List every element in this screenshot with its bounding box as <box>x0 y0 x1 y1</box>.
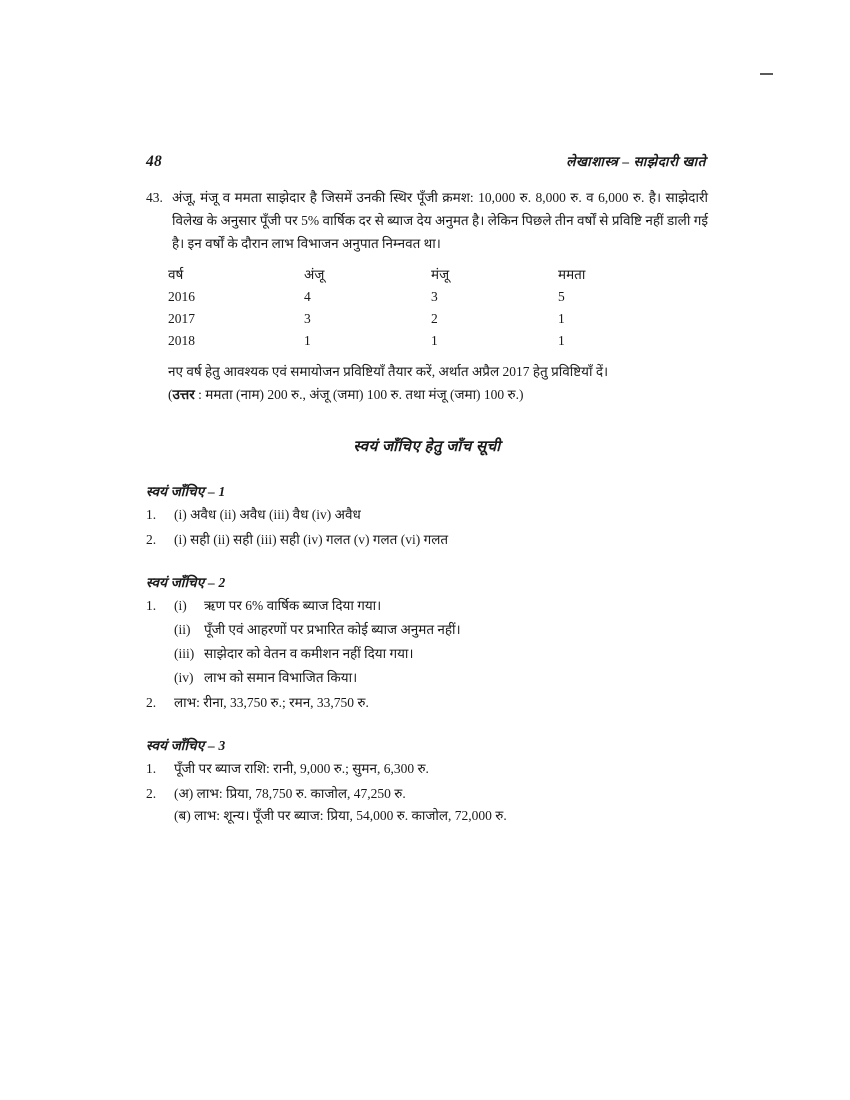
sub-item-text: साझेदार को वेतन व कमीशन नहीं दिया गया। <box>204 646 414 661</box>
question-text: अंजू, मंजू व ममता साझेदार है जिसमें उनकी स्थिर पूँजी क्रमश: 10,000 रु. 8,000 रु. व 6,000 रु. है। साझेदारी विलेख के अनुसार पूँजी पर 5% वार्षिक दर से ब्याज देय अनुमत है। लेकिन पिछले तीन वर्षों से प्रविष्टि नहीं डाली गई है। इन वर्षों के दौरान लाभ विभाजन अनुपात निम्नवत था। <box>172 190 708 251</box>
table-row <box>168 308 678 330</box>
list-item <box>146 783 708 827</box>
cell-manju: 3 <box>431 289 438 304</box>
section-heading: स्वयं जाँचिए हेतु जाँच सूची <box>353 439 501 455</box>
list-item <box>146 692 708 714</box>
cell-mamta: 5 <box>558 289 565 304</box>
cell-year: 2016 <box>168 289 195 304</box>
question-block <box>146 186 708 255</box>
running-title: लेखाशास्त्र – साझेदारी खाते <box>566 154 706 169</box>
cell-manju: 2 <box>431 311 438 326</box>
item-marker: 2. <box>146 786 157 801</box>
check-group-2 <box>146 573 708 714</box>
cell-anju: 1 <box>304 333 311 348</box>
answer-line: (उत्तर : ममता (नाम) 200 रु., अंजू (जमा) 100 रु. तथा मंजू (जमा) 100 रु.) <box>168 387 524 402</box>
list-item <box>146 758 708 780</box>
item-content <box>174 504 708 526</box>
sub-item-text: पूँजी एवं आहरणों पर प्रभारित कोई ब्याज अनुमत नहीं। <box>204 622 461 637</box>
table-header-year: वर्ष <box>168 267 184 282</box>
item-text: पूँजी पर ब्याज राशि: रानी, 9,000 रु.; सुमन, 6,300 रु. <box>174 761 429 776</box>
table-header-row <box>168 264 678 286</box>
check-group-title: स्वयं जाँचिए – 1 <box>146 484 226 499</box>
running-head <box>146 152 706 171</box>
item-text: (अ) लाभ: प्रिया, 78,750 रु. काजोल, 47,250 रु. <box>174 786 406 801</box>
item-text: (i) सही (ii) सही (iii) सही (iv) गलत (v) गलत (vi) गलत <box>174 532 449 547</box>
table-header-anju: अंजू <box>304 267 325 282</box>
page-number: 48 <box>146 153 163 170</box>
table-row <box>168 330 678 352</box>
profit-ratio-table <box>168 264 678 352</box>
check-group-3 <box>146 736 708 827</box>
page-content <box>146 186 708 827</box>
sub-item <box>174 595 708 617</box>
item-text: (i) अवैध (ii) अवैध (iii) वैध (iv) अवैध <box>174 507 361 522</box>
item-content <box>174 783 708 827</box>
sub-item <box>174 643 708 665</box>
list-item <box>146 504 708 526</box>
roman-marker: (i) <box>174 598 187 613</box>
answer-text: : ममता (नाम) 200 रु., अंजू (जमा) 100 रु. तथा मंजू (जमा) 100 रु.) <box>194 387 524 402</box>
cell-mamta: 1 <box>558 311 565 326</box>
sub-item-text: ऋण पर 6% वार्षिक ब्याज दिया गया। <box>204 598 382 613</box>
item-text: (ब) लाभ: शून्य। पूँजी पर ब्याज: प्रिया, 54,000 रु. काजोल, 72,000 रु. <box>174 808 507 823</box>
list-item <box>146 595 708 689</box>
item-marker: 2. <box>146 532 157 547</box>
roman-marker: (ii) <box>174 622 191 637</box>
table-header-manju: मंजू <box>431 267 450 282</box>
cell-year: 2018 <box>168 333 195 348</box>
cell-manju: 1 <box>431 333 438 348</box>
answer-label: उत्तर <box>172 387 195 402</box>
check-group-title: स्वयं जाँचिए – 2 <box>146 575 226 590</box>
item-marker: 1. <box>146 507 157 522</box>
check-group-title: स्वयं जाँचिए – 3 <box>146 738 226 753</box>
cell-year: 2017 <box>168 311 195 326</box>
cell-anju: 3 <box>304 311 311 326</box>
table-header-mamta: ममता <box>558 267 586 282</box>
item-content <box>174 692 708 714</box>
item-marker: 2. <box>146 695 157 710</box>
item-content <box>174 529 708 551</box>
sub-item <box>174 667 708 689</box>
check-group-1 <box>146 482 708 551</box>
question-body <box>172 186 708 255</box>
question-instruction: नए वर्ष हेतु आवश्यक एवं समायोजन प्रविष्टियाँ तैयार करें, अर्थात अप्रैल 2017 हेतु प्रविष्टियाँ दें। <box>168 364 609 379</box>
question-closing <box>168 360 708 406</box>
item-content <box>174 758 708 780</box>
roman-marker: (iii) <box>174 646 195 661</box>
sub-item <box>174 619 708 641</box>
item-marker: 1. <box>146 761 157 776</box>
list-item <box>146 529 708 551</box>
item-text: लाभ: रीना, 33,750 रु.; रमन, 33,750 रु. <box>174 695 369 710</box>
cell-mamta: 1 <box>558 333 565 348</box>
roman-marker: (iv) <box>174 670 194 685</box>
item-content <box>174 595 708 689</box>
corner-dash-mark <box>760 73 773 75</box>
table-row <box>168 286 678 308</box>
item-marker: 1. <box>146 598 157 613</box>
sub-item-text: लाभ को समान विभाजित किया। <box>204 670 358 685</box>
cell-anju: 4 <box>304 289 311 304</box>
question-number: 43. <box>146 190 163 205</box>
